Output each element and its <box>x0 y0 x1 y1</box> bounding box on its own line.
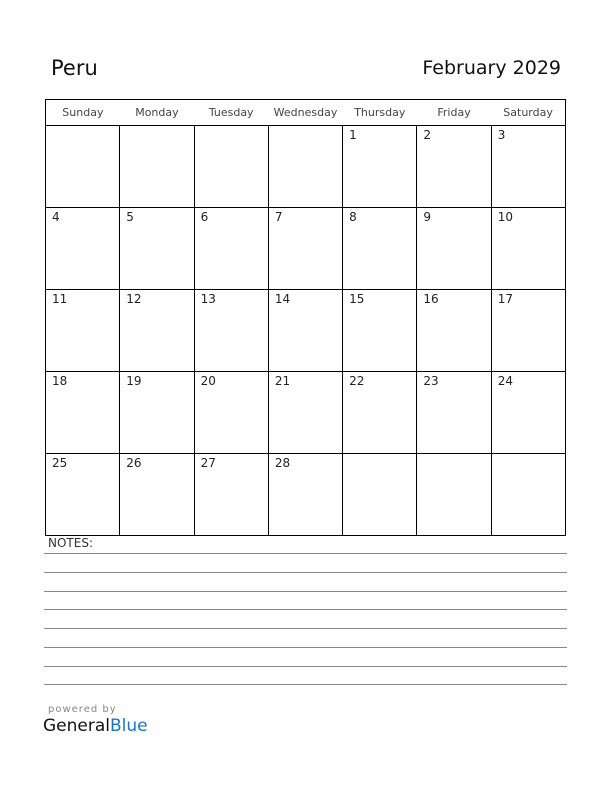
day-cell <box>120 126 194 208</box>
day-cell: 9 <box>417 208 491 290</box>
week-row <box>46 126 566 208</box>
day-cell: 24 <box>491 372 565 454</box>
brand-blue: Blue <box>110 716 148 736</box>
day-cell <box>343 454 417 536</box>
week-row <box>46 290 566 372</box>
day-cell: 10 <box>491 208 565 290</box>
day-cell: 25 <box>46 454 120 536</box>
weekday-header: Thursday <box>343 100 417 126</box>
day-cell: 28 <box>268 454 342 536</box>
brand-general: General <box>43 716 110 736</box>
day-cell: 23 <box>417 372 491 454</box>
weekday-header: Monday <box>120 100 194 126</box>
day-cell: 14 <box>268 290 342 372</box>
generalblue-logo <box>43 716 148 736</box>
day-cell: 19 <box>120 372 194 454</box>
day-cell: 12 <box>120 290 194 372</box>
day-cell <box>417 454 491 536</box>
weekday-header: Tuesday <box>194 100 268 126</box>
day-cell: 2 <box>417 126 491 208</box>
weekday-header: Wednesday <box>268 100 342 126</box>
day-cell: 27 <box>194 454 268 536</box>
month-title: February 2029 <box>422 57 561 79</box>
day-cell: 22 <box>343 372 417 454</box>
weekday-header: Saturday <box>491 100 565 126</box>
day-cell: 3 <box>491 126 565 208</box>
notes-line <box>44 572 567 573</box>
notes-label: NOTES: <box>48 536 93 550</box>
notes-line <box>44 666 567 667</box>
day-cell: 21 <box>268 372 342 454</box>
day-cell: 13 <box>194 290 268 372</box>
notes-line <box>44 684 567 685</box>
day-cell: 15 <box>343 290 417 372</box>
weekday-header: Friday <box>417 100 491 126</box>
day-cell: 17 <box>491 290 565 372</box>
day-cell: 4 <box>46 208 120 290</box>
day-cell: 18 <box>46 372 120 454</box>
day-cell <box>46 126 120 208</box>
powered-by-text: powered by <box>48 704 117 715</box>
notes-line <box>44 591 567 592</box>
day-cell <box>268 126 342 208</box>
notes-line <box>44 647 567 648</box>
notes-line <box>44 609 567 610</box>
week-row <box>46 372 566 454</box>
calendar-grid <box>45 99 566 536</box>
week-row <box>46 454 566 536</box>
day-cell: 5 <box>120 208 194 290</box>
day-cell <box>491 454 565 536</box>
day-cell: 8 <box>343 208 417 290</box>
notes-line <box>44 553 567 554</box>
day-cell: 11 <box>46 290 120 372</box>
country-title: Peru <box>51 56 98 80</box>
day-cell: 6 <box>194 208 268 290</box>
week-row <box>46 208 566 290</box>
day-cell: 26 <box>120 454 194 536</box>
day-cell: 1 <box>343 126 417 208</box>
day-cell: 20 <box>194 372 268 454</box>
notes-line <box>44 628 567 629</box>
day-cell: 16 <box>417 290 491 372</box>
weekday-header: Sunday <box>46 100 120 126</box>
day-cell <box>194 126 268 208</box>
day-cell: 7 <box>268 208 342 290</box>
